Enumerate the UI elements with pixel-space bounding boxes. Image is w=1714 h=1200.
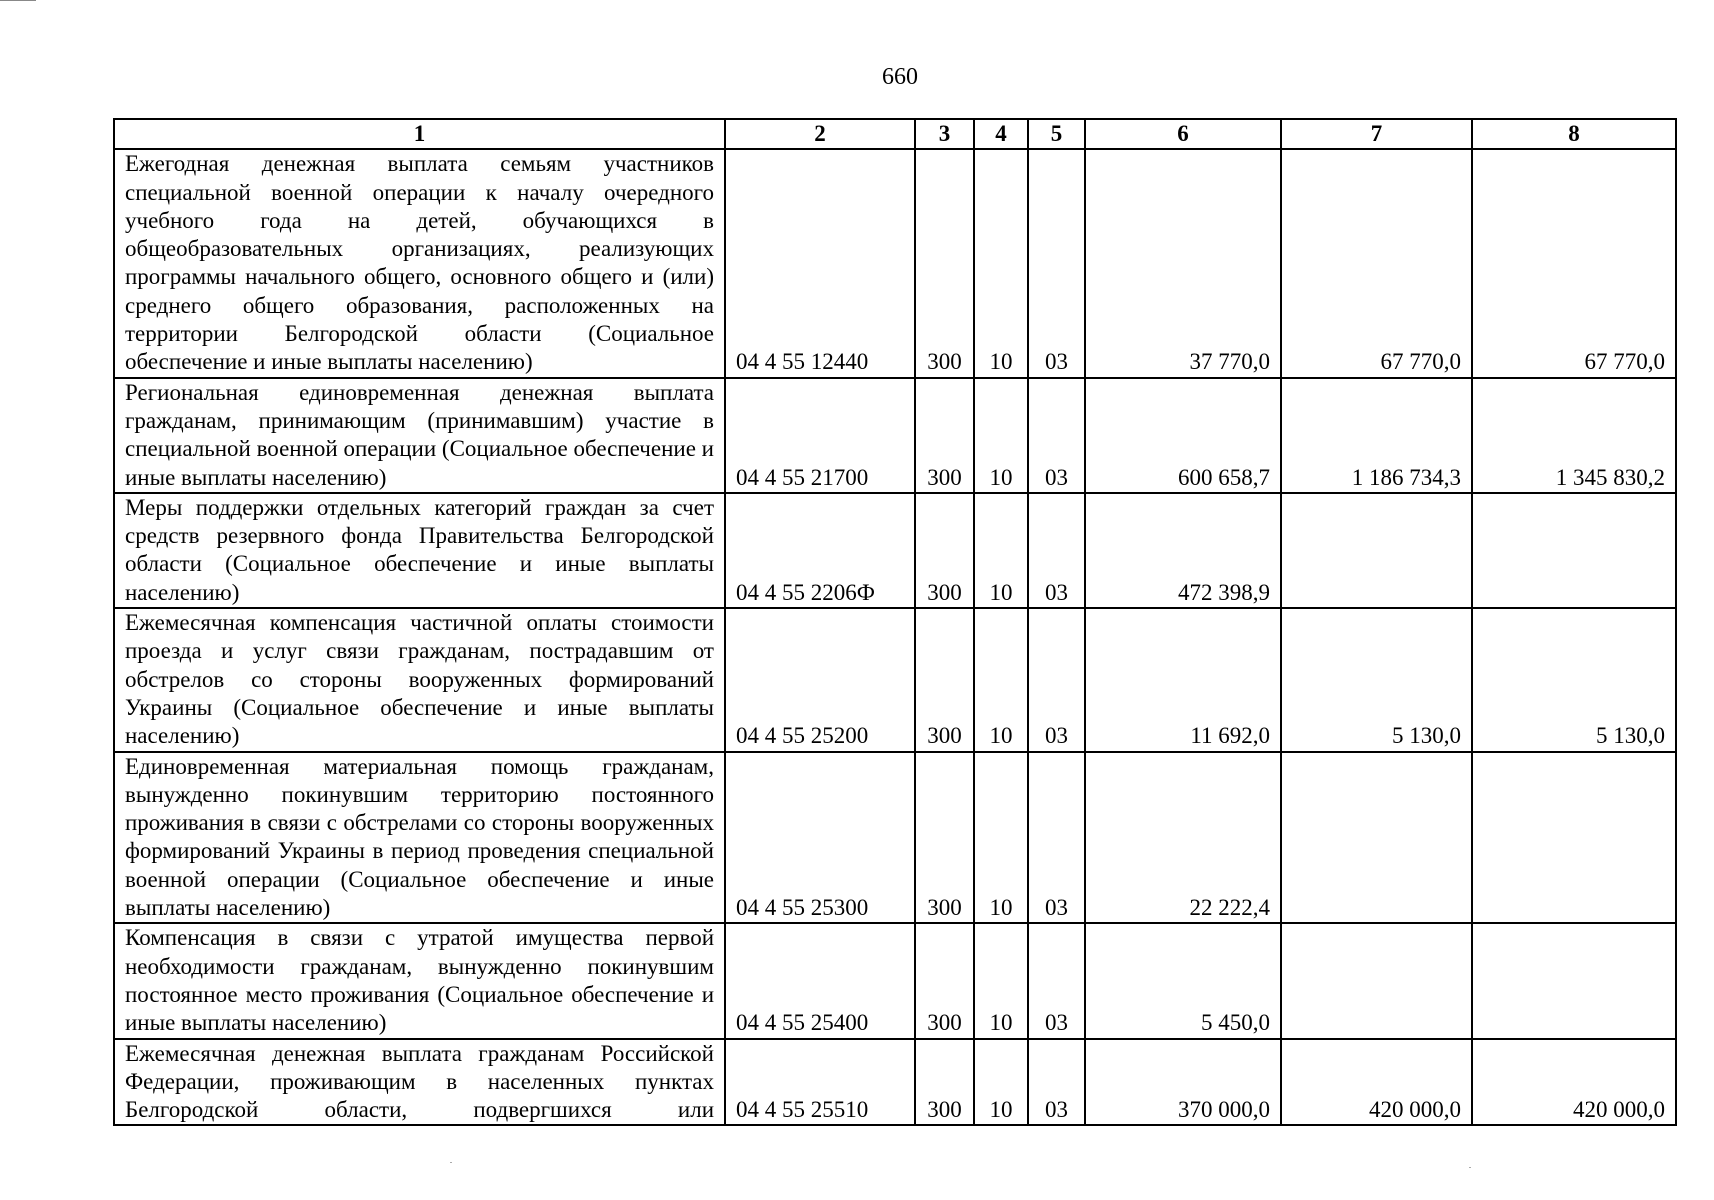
- row-description: Меры поддержки отдельных категорий граждан за счет средств резервного фонда Правительства Белгородской области (Социальное обеспечение и иные выплаты населению): [114, 493, 725, 608]
- row-value-6: 11 692,0: [1085, 608, 1281, 751]
- row-description: Ежегодная денежная выплата семьям участников специальной военной операции к началу очередного учебного года на детей, обучающихся в общеобразовательных организациях, реализующих программы начального общего, основного общего и (или) среднего общего образования, расположенных на территории Белгородской области (Социальное обеспечение и иные выплаты населению): [114, 149, 725, 377]
- scan-corner-mark: [0, 0, 36, 13]
- row-code: 04 4 55 2206Ф: [725, 493, 915, 608]
- column-header-4: 4: [974, 119, 1028, 149]
- row-value-8: 420 000,0: [1472, 1039, 1676, 1126]
- row-value-6: 37 770,0: [1085, 149, 1281, 377]
- row-col-5: 03: [1028, 1039, 1085, 1126]
- column-header-6: 6: [1085, 119, 1281, 149]
- row-value-6: 600 658,7: [1085, 378, 1281, 493]
- scan-speck: [1469, 1167, 1471, 1168]
- row-col-5: 03: [1028, 608, 1085, 751]
- row-col-5: 03: [1028, 923, 1085, 1038]
- budget-table: [113, 118, 1677, 1126]
- row-value-8: [1472, 493, 1676, 608]
- row-col-5: 03: [1028, 149, 1085, 377]
- row-col-4: 10: [974, 752, 1028, 924]
- column-header-7: 7: [1281, 119, 1472, 149]
- table-row: [114, 923, 1676, 1038]
- row-value-7: 67 770,0: [1281, 149, 1472, 377]
- row-description: Компенсация в связи с утратой имущества первой необходимости гражданам, вынужденно покинувшим постоянное место проживания (Социальное обеспечение и иные выплаты населению): [114, 923, 725, 1038]
- row-col-3: 300: [915, 752, 974, 924]
- row-description: Ежемесячная компенсация частичной оплаты стоимости проезда и услуг связи гражданам, пострадавшим от обстрелов со стороны вооруженных формирований Украины (Социальное обеспечение и иные выплаты населению): [114, 608, 725, 751]
- scan-speck: [450, 1162, 452, 1163]
- row-col-5: 03: [1028, 493, 1085, 608]
- column-header-8: 8: [1472, 119, 1676, 149]
- row-col-5: 03: [1028, 378, 1085, 493]
- row-value-6: 472 398,9: [1085, 493, 1281, 608]
- row-value-7: [1281, 752, 1472, 924]
- row-value-7: [1281, 923, 1472, 1038]
- row-code: 04 4 55 25400: [725, 923, 915, 1038]
- row-value-8: 67 770,0: [1472, 149, 1676, 377]
- row-value-8: [1472, 923, 1676, 1038]
- row-code: 04 4 55 25510: [725, 1039, 915, 1126]
- row-value-6: 22 222,4: [1085, 752, 1281, 924]
- table-row: [114, 1039, 1676, 1126]
- row-col-3: 300: [915, 608, 974, 751]
- column-header-1: 1: [114, 119, 725, 149]
- row-description: Ежемесячная денежная выплата гражданам Российской Федерации, проживающим в населенных пунктах Белгородской области, подвергшихся или: [114, 1039, 725, 1126]
- row-value-7: 1 186 734,3: [1281, 378, 1472, 493]
- column-header-2: 2: [725, 119, 915, 149]
- row-col-3: 300: [915, 1039, 974, 1126]
- table-row: [114, 493, 1676, 608]
- header-row: [114, 119, 1676, 149]
- row-col-5: 03: [1028, 752, 1085, 924]
- row-col-3: 300: [915, 149, 974, 377]
- row-code: 04 4 55 21700: [725, 378, 915, 493]
- table-row: [114, 608, 1676, 751]
- row-col-4: 10: [974, 493, 1028, 608]
- row-value-6: 5 450,0: [1085, 923, 1281, 1038]
- row-col-3: 300: [915, 493, 974, 608]
- row-value-7: 5 130,0: [1281, 608, 1472, 751]
- row-col-4: 10: [974, 1039, 1028, 1126]
- row-value-8: [1472, 752, 1676, 924]
- row-col-4: 10: [974, 378, 1028, 493]
- row-value-8: 5 130,0: [1472, 608, 1676, 751]
- row-value-7: [1281, 493, 1472, 608]
- row-code: 04 4 55 12440: [725, 149, 915, 377]
- column-header-3: 3: [915, 119, 974, 149]
- row-value-7: 420 000,0: [1281, 1039, 1472, 1126]
- table-row: [114, 752, 1676, 924]
- row-col-4: 10: [974, 923, 1028, 1038]
- row-code: 04 4 55 25200: [725, 608, 915, 751]
- table-row: [114, 149, 1676, 377]
- row-col-4: 10: [974, 608, 1028, 751]
- page-number: 660: [882, 64, 918, 90]
- row-value-6: 370 000,0: [1085, 1039, 1281, 1126]
- row-col-3: 300: [915, 378, 974, 493]
- row-col-3: 300: [915, 923, 974, 1038]
- row-description: Единовременная материальная помощь гражданам, вынужденно покинувшим территорию постоянного проживания в связи с обстрелами со стороны вооруженных формирований Украины в период проведения специальной военной операции (Социальное обеспечение и иные выплаты населению): [114, 752, 725, 924]
- table-row: [114, 378, 1676, 493]
- row-value-8: 1 345 830,2: [1472, 378, 1676, 493]
- column-header-5: 5: [1028, 119, 1085, 149]
- row-description: Региональная единовременная денежная выплата гражданам, принимающим (принимавшим) участие в специальной военной операции (Социальное обеспечение и иные выплаты населению): [114, 378, 725, 493]
- row-col-4: 10: [974, 149, 1028, 377]
- row-code: 04 4 55 25300: [725, 752, 915, 924]
